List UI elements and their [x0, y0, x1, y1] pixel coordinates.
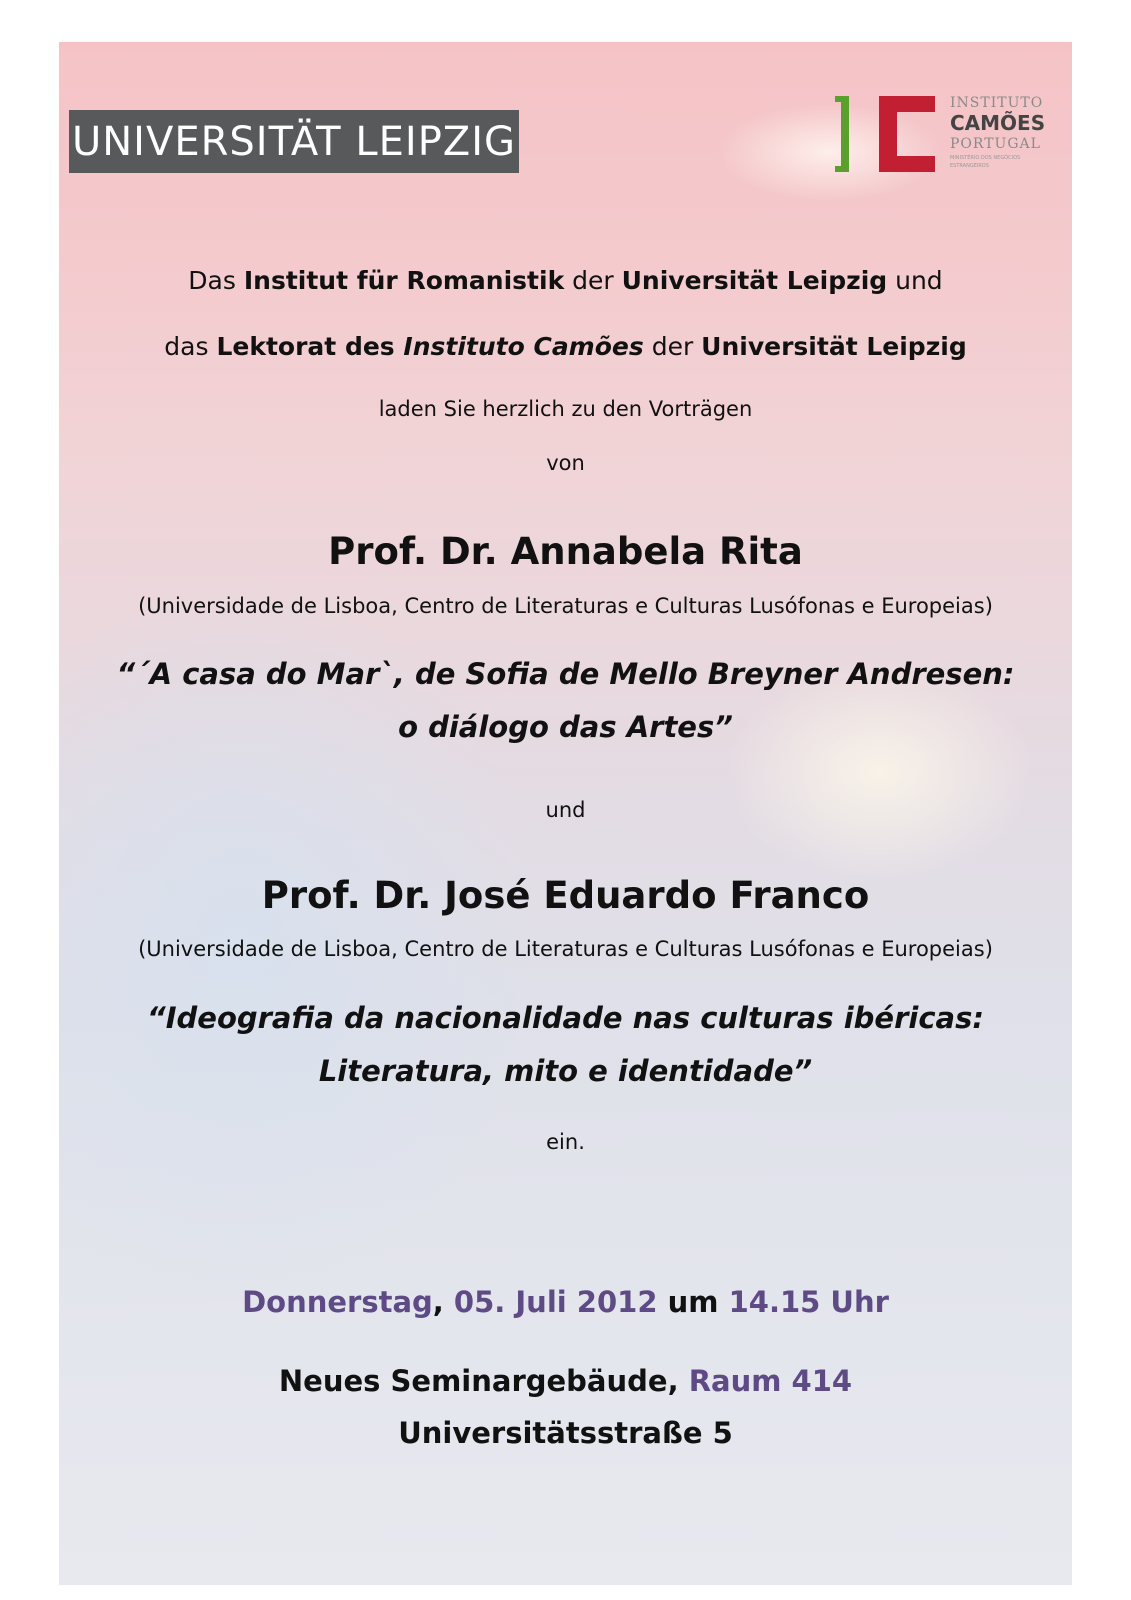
talk-title-line: “´A casa do Mar`, de Sofia de Mello Breyner Andresen:: [116, 657, 1015, 691]
intro-text: der: [564, 266, 622, 295]
speaker-1-talk-title: [59, 648, 1072, 754]
event-separator: ,: [432, 1285, 454, 1319]
instituto-camoes-name: Instituto Camões: [403, 332, 644, 361]
universitaet-leipzig-logo: [69, 110, 519, 173]
closing-ein: ein.: [546, 1130, 585, 1154]
connector-und: und: [545, 798, 586, 822]
event-street: Universitätsstraße 5: [398, 1416, 733, 1450]
intro-line-1: [59, 266, 1072, 295]
instituto-camoes-logo: [835, 94, 1059, 178]
event-building: Neues Seminargebäude,: [278, 1364, 689, 1398]
camoes-line-ministerio: MINISTÉRIO DOS NEGÓCIOS ESTRANGEIROS: [950, 155, 1021, 169]
university-name: Universität Leipzig: [701, 332, 967, 361]
speaker-2-name: Prof. Dr. José Eduardo Franco: [261, 874, 870, 917]
event-room: Raum 414: [688, 1364, 853, 1398]
intro-text: und: [887, 266, 943, 295]
camoes-logo-text: [950, 94, 1060, 170]
camoes-line-instituto: INSTITUTO: [950, 95, 1044, 111]
event-um: um: [657, 1285, 729, 1319]
intro-line-2: [59, 332, 1072, 361]
poster: [59, 42, 1072, 1585]
speaker-2-affiliation: (Universidade de Lisboa, Centro de Literaturas e Culturas Lusófonas e Europeias): [138, 937, 993, 961]
university-name: Universität Leipzig: [621, 266, 888, 295]
event-location: [59, 1355, 1072, 1459]
event-date: 05. Juli 2012: [453, 1285, 658, 1319]
event-time: 14.15 Uhr: [728, 1285, 889, 1319]
talk-title-line: Literatura, mito e identidade”: [318, 1054, 813, 1088]
von-line: von: [546, 451, 585, 475]
talk-title-line: “Ideografia da nacionalidade nas culturas ibéricas:: [147, 1001, 984, 1035]
intro-text: Das: [188, 266, 244, 295]
invitation-line: laden Sie herzlich zu den Vorträgen: [378, 397, 753, 421]
talk-title-line: o diálogo das Artes”: [398, 710, 733, 744]
event-building-line: [59, 1355, 1072, 1407]
camoes-line-camoes: CAMÕES: [950, 111, 1046, 135]
speaker-1-name: Prof. Dr. Annabela Rita: [328, 530, 803, 573]
camoes-ic-mark-icon: [835, 94, 935, 174]
camoes-line-portugal: PORTUGAL: [950, 136, 1041, 152]
event-date-time: [59, 1285, 1072, 1319]
intro-text: der: [643, 332, 702, 361]
lektorat-label: Lektorat des: [216, 332, 404, 361]
institute-name: Institut für Romanistik: [243, 266, 565, 295]
speaker-1-affiliation: (Universidade de Lisboa, Centro de Literaturas e Culturas Lusófonas e Europeias): [138, 594, 993, 618]
speaker-2-talk-title: [59, 992, 1072, 1098]
intro-text: das: [164, 332, 217, 361]
event-day: Donnerstag: [242, 1285, 433, 1319]
university-logo-text: UNIVERSITÄT LEIPZIG: [71, 118, 517, 165]
